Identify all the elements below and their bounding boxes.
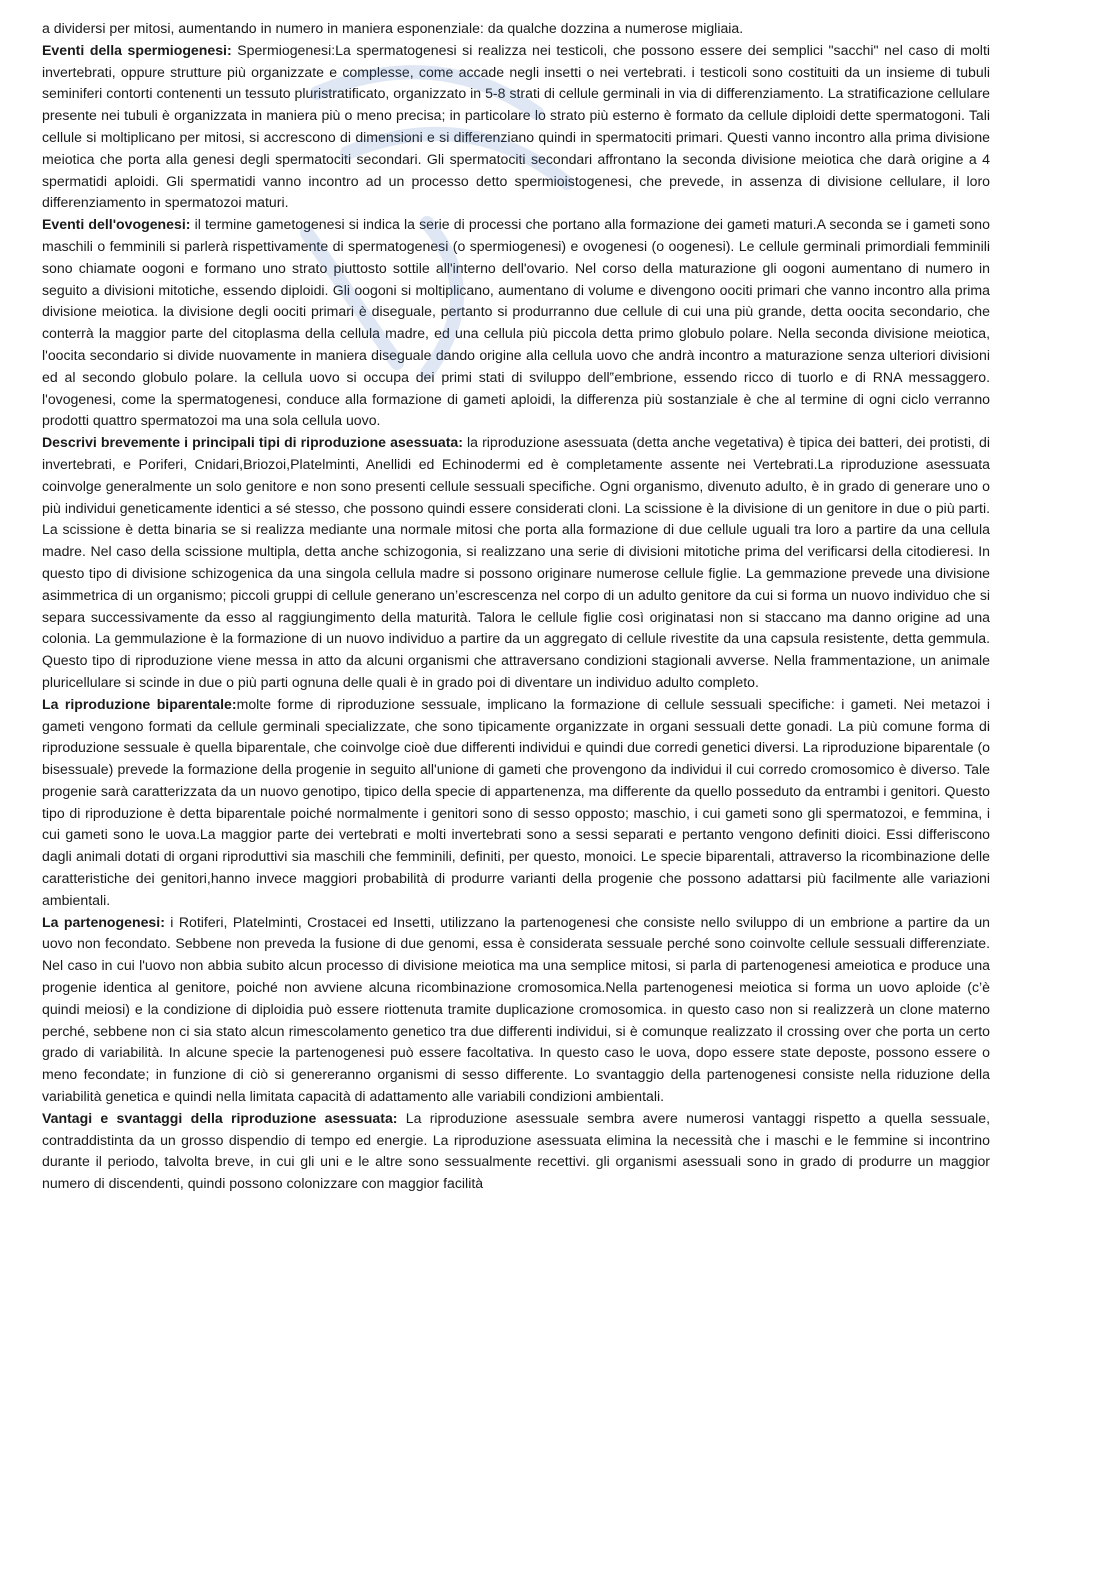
- paragraph-intro: [42, 18, 990, 40]
- section-biparental-body: molte forme di riproduzione sessuale, implicano la formazione di cellule sessuali specifiche: i gameti. Nei metazoi i gameti vengono formati da cellule germinali specializzate, che sono tipicamente organizzate in organi sessuali dette gonadi. La più comune forma di riproduzione sessuale è quella biparentale, che coinvolge cioè due differenti individui e quindi due corredi genetici diversi. La riproduzione biparentale (o bisessuale) prevede la formazione della progenie in seguito all'unione di gameti che provengono da individui il cui corredo cromosomico è diverso. Tale progenie sarà caratterizzata da un nuovo genotipo, tipico della specie di appartenenza, ma differente da quello posseduto da entrambi i genitori. Questo tipo di riproduzione è detta biparentale poiché normalmente i genitori sono di sesso opposto; maschio, i cui gameti sono gli spermatozoi, e femmina, i cui gameti sono le uova.La maggior parte dei vertebrati e molti invertebrati sono a sessi separati e pertanto vengono definiti dioici. Essi differiscono dagli animali dotati di organi riproduttivi sia maschili che femminili, definiti, per questo, monoici. Le specie biparentali, attraverso la ricombinazione delle caratteristiche dei genitori,hanno invece maggiori probabilità di produrre varianti della progenie che possono adattarsi più facilmente alle variazioni ambientali.: [42, 695, 990, 908]
- section-spermiogenesis-body: Spermiogenesi:La spermatogenesi si realizza nei testicoli, che possono essere dei semplici "sacchi" nel caso di molti invertebrati, oppure strutture più organizzate e complesse, come accade negli insetti o nei vertebrati. i testicoli sono costituiti da un insieme di tubuli seminiferi contorti contenenti un tessuto pluristratificato, organizzato in 5-8 strati di cellule germinali in via di differenziamento. La stratificazione cellulare presente nei tubuli è organizzata in maniera più o meno precisa; in particolare lo strato più esterno è formato da cellule diploidi dette spermatogoni. Tali cellule si moltiplicano per mitosi, si accrescono di dimensioni e si differenziano quindi in spermatociti primari. Questi vanno incontro alla prima divisione meiotica che porta alla genesi degli spermatociti secondari. Gli spermatociti secondari affrontano la seconda divisione meiotica che darà origine a 4 spermatidi aploidi. Gli spermatidi vanno incontro ad un processo detto spermioistogenesi, che prevede, in assenza di divisione cellulare, il loro differenziamento in spermatozoi maturi.: [42, 41, 990, 211]
- paragraph-intro-body: a dividersi per mitosi, aumentando in numero in maniera esponenziale: da qualche dozzina a numerose migliaia.: [42, 20, 744, 36]
- section-asexual-pros-cons-body: La riproduzione asessuale sembra avere numerosi vantaggi rispetto a quella sessuale, contraddistinta da un grosso dispendio di tempo ed energie. La riproduzione asessuata elimina la necessità che i maschi e le femmine si incontrino durante il periodo, talvolta breve, in cui gli uni e le altre sono sessualmente recettivi. gli organismi asessuali sono in grado di produrre un maggior numero di discendenti, quindi possono colonizzare con maggior facilità: [42, 1109, 990, 1192]
- section-parthenogenesis: [42, 912, 990, 1108]
- section-asexual-types-heading: Descrivi brevemente i principali tipi di riproduzione asessuata:: [42, 434, 463, 451]
- section-biparental: [42, 694, 990, 912]
- section-asexual-pros-cons: [42, 1108, 990, 1195]
- section-biparental-heading: La riproduzione biparentale:: [42, 695, 237, 712]
- section-asexual-types: [42, 432, 990, 694]
- section-oogenesis: [42, 214, 990, 432]
- section-asexual-types-body: la riproduzione asessuata (detta anche vegetativa) è tipica dei batteri, dei protisti, di invertebrati, e Poriferi, Cnidari,Briozoi,Platelminti, Anellidi ed Echinodermi ed è completamente assente nei Vertebrati.La riproduzione asessuata coinvolge generalmente un solo genitore e non sono presenti cellule sessuali specifiche. Ogni organismo, divenuto adulto, è in grado di generare uno o più individui geneticamente identici a sé stesso, che possono quindi essere considerati cloni. La scissione è la divisione di un genitore in due o più parti. La scissione è detta binaria se si realizza mediante una normale mitosi che porta alla formazione di due cellule uguali tra loro a partire da una cellula madre. Nel caso della scissione multipla, detta anche schizogonia, si realizzano una serie di divisioni mitotiche prima del verificarsi della citodieresi. In questo tipo di divisione schizogenica da una singola cellula madre si possono originare numerose cellule figlie. La gemmazione prevede una divisione asimmetrica di un organismo; piccoli gruppi di cellule generano un’escrescenza nel corpo di un adulto genitore da cui si forma un nuovo individuo che si separa successivamente da esso al raggiungimento della maturità. Talora le cellule figlie così originatasi non si staccano ma danno origine ad una colonia. La gemmulazione è la formazione di un nuovo individuo a partire da un aggregato di cellule rivestite da una capsula resistente, detta gemmula. Questo tipo di riproduzione viene messa in atto da alcuni organismi che attraversano condizioni stagionali avverse. Nella frammentazione, un animale pluricellulare si scinde in due o più parti ognuna delle quali è in grado poi di diventare un individuo adulto completo.: [42, 434, 990, 690]
- document-page: [42, 18, 990, 1558]
- section-oogenesis-heading: Eventi dell'ovogenesi:: [42, 216, 191, 233]
- section-parthenogenesis-heading: La partenogenesi:: [42, 913, 165, 930]
- section-spermiogenesis: [42, 40, 990, 214]
- section-spermiogenesis-heading: Eventi della spermiogenesi:: [42, 41, 232, 58]
- section-parthenogenesis-body: i Rotiferi, Platelminti, Crostacei ed Insetti, utilizzano la partenogenesi che consiste nello sviluppo di un embrione a partire da un uovo non fecondato. Sebbene non preveda la fusione di due genomi, essa è considerata sessuale perché sono coinvolte cellule sessuali differenziate. Nel caso in cui l'uovo non abbia subito alcun processo di divisione meiotica ma una semplice mitosi, si parla di partenogenesi ameiotica e produce una progenie identica al genitore, poiché non avviene alcuna ricombinazione cromosomica.Nella partenogenesi meiotica si forma un uovo aploide (c’è quindi meiosi) e la condizione di diploidia può essere riottenuta tramite duplicazione cromosomica. in questo caso non si realizzerà un clone materno perché, sebbene non ci sia stato alcun rimescolamento genetico tra due differenti individui, si è comunque realizzato il crossing over che porta un certo grado di variabilità. In alcune specie la partenogenesi può essere facoltativa. In questo caso le uova, dopo essere state deposte, possono essere o meno fecondate; in funzione di ciò si genereranno organismi di sesso differente. Lo svantaggio della partenogenesi consiste nella riduzione della variabilità genetica e quindi nella limitata capacità di adattamento alle variabili condizioni ambientali.: [42, 913, 990, 1105]
- section-oogenesis-body: il termine gametogenesi si indica la serie di processi che portano alla formazione dei gameti maturi.A seconda se i gameti sono maschili o femminili si parlerà rispettivamente di spermatogenesi (o spermiogenesi) e ovogenesi (o oogenesi). Le cellule germinali primordiali femminili sono chiamate oogoni e formano uno strato piuttosto sottile all'interno dell'ovario. Nel corso della maturazione gli oogoni aumentano di numero in seguito a divisioni mitotiche, essendo diploidi. Gli oogoni si moltiplicano, aumentano di volume e divengono oociti primari che vanno incontro alla prima divisione meiotica. la divisione degli oociti primari è diseguale, pertanto si produrranno due cellule di cui una più grande, detta oocita secondario, che conterrà la maggior parte del citoplasma della cellula madre, ed una cellula più piccola detta primo globulo polare. Nella seconda divisione meiotica, l'oocita secondario si divide nuovamente in maniera diseguale dando origine alla cellula uovo che andrà incontro a maturazione senza ulteriori divisioni ed al secondo globulo polare. la cellula uovo si occupa dei primi stati di sviluppo dell‟embrione, essendo ricco di tuorlo e di RNA messaggero. l'ovogenesi, come la spermatogenesi, conduce alla formazione di gameti aploidi, la differenza più sostanziale è che al termine di ogni ciclo verranno prodotti quattro spermatozoi ma una sola cellula uovo.: [42, 216, 990, 429]
- section-asexual-pros-cons-heading: Vantagi e svantaggi della riproduzione asessuata:: [42, 1109, 398, 1126]
